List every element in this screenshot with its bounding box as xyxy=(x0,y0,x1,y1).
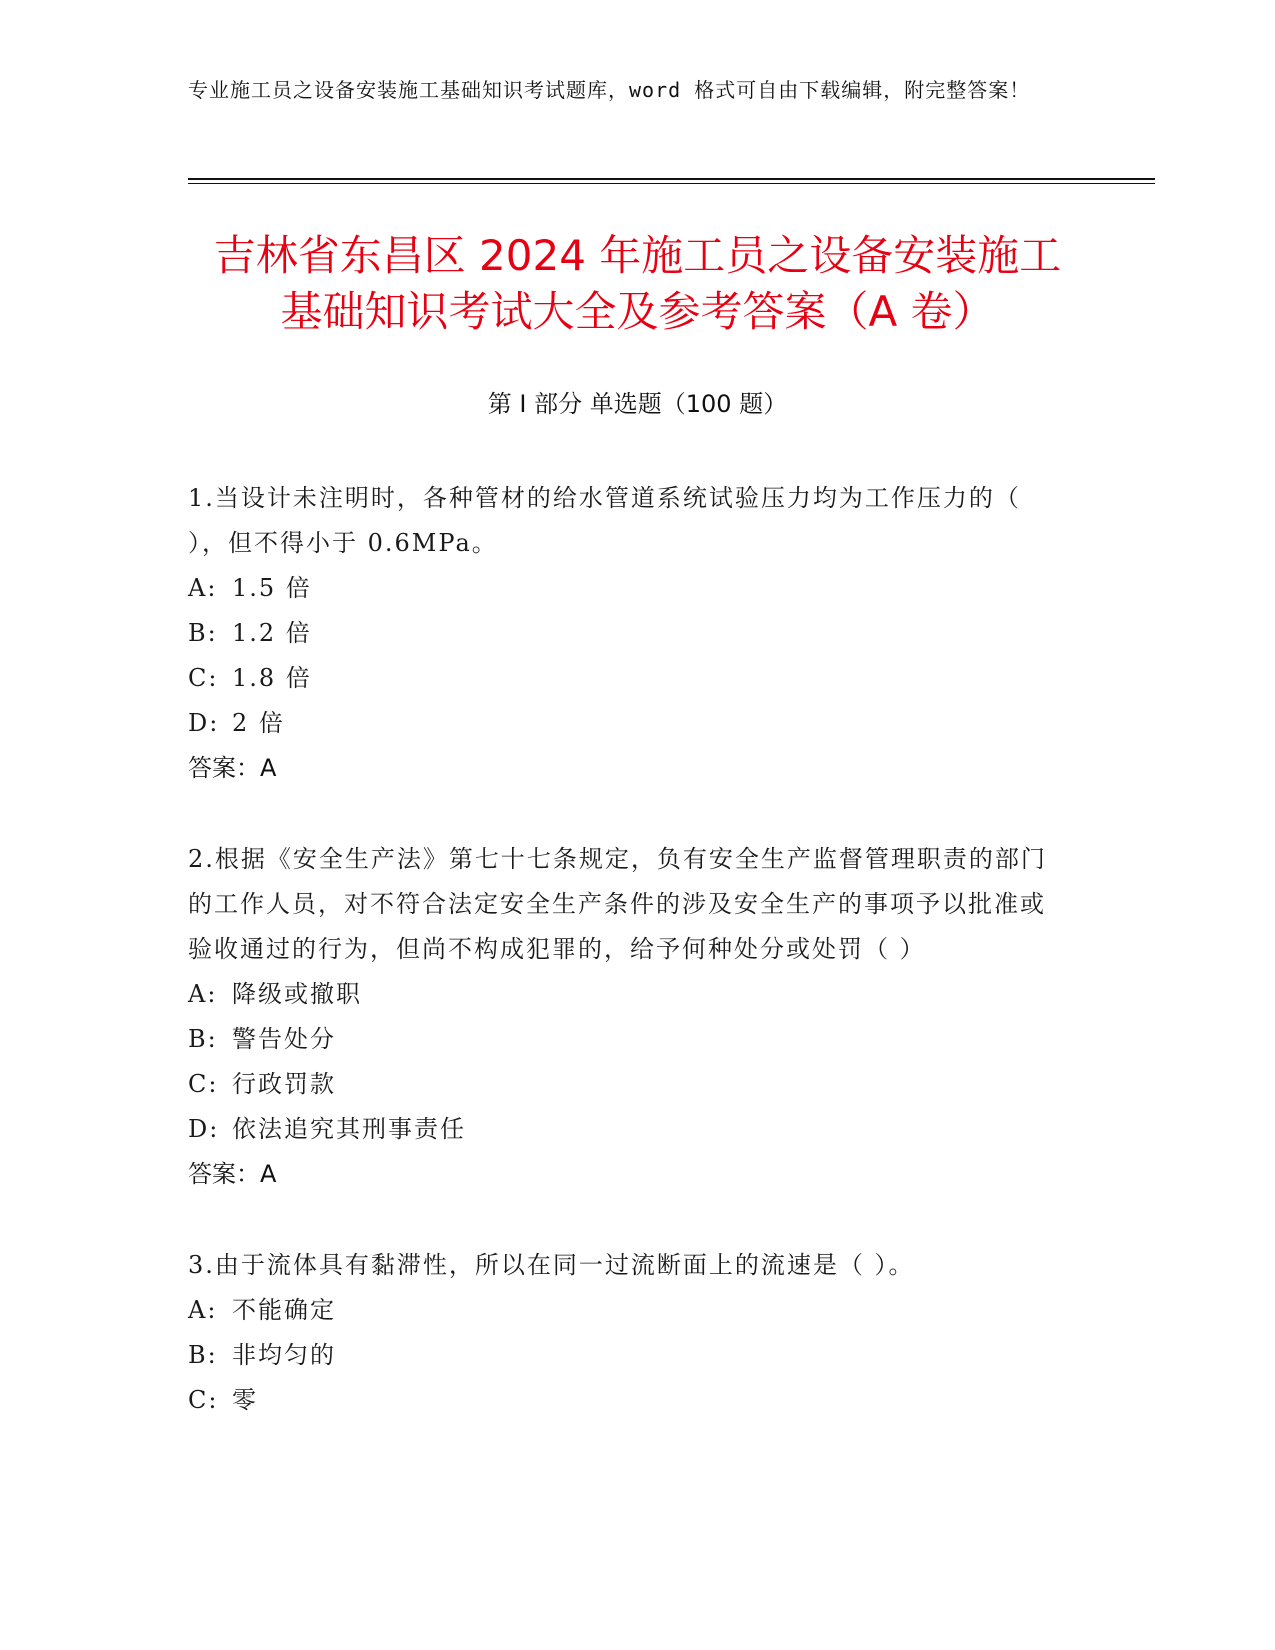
answer-line xyxy=(188,1152,1068,1197)
header-note: 专业施工员之设备安装施工基础知识考试题库，word 格式可自由下载编辑，附完整答案！ xyxy=(188,78,1031,102)
header-divider-thick xyxy=(188,178,1155,180)
option-b xyxy=(188,611,1068,656)
question-stem: 3.由于流体具有黏滞性，所以在同一过流断面上的流速是（ ）。 xyxy=(188,1251,915,1279)
option-text: 1.8 倍 xyxy=(232,664,312,692)
option-letter: C: xyxy=(188,664,219,692)
option-c xyxy=(188,656,1068,701)
option-text: 依法追究其刑事责任 xyxy=(232,1115,466,1143)
option-letter: B: xyxy=(188,1025,218,1053)
option-letter: D: xyxy=(188,1115,220,1143)
option-c xyxy=(188,1062,1068,1107)
answer-label: 答案： xyxy=(188,1160,260,1188)
header-divider-thin xyxy=(188,183,1155,184)
question-stem: 2.根据《安全生产法》第七十七条规定，负有安全生产监督管理职责的部门的工作人员，对不符合法定安全生产条件的涉及安全生产的事项予以批准或验收通过的行为，但尚不构成犯罪的，给予何种处分或处罚（ ） xyxy=(188,845,1047,963)
option-letter: A: xyxy=(188,1296,218,1324)
option-text: 1.5 倍 xyxy=(232,574,312,602)
option-b xyxy=(188,1333,1068,1378)
question-2 xyxy=(188,837,1068,1197)
question-list xyxy=(188,476,1068,1469)
question-1 xyxy=(188,476,1068,791)
option-a xyxy=(188,1288,1068,1333)
answer-label: 答案： xyxy=(188,754,260,782)
option-letter: C: xyxy=(188,1070,219,1098)
option-text: 2 倍 xyxy=(232,709,285,737)
answer-line xyxy=(188,746,1068,791)
option-text: 不能确定 xyxy=(232,1296,336,1324)
option-text: 警告处分 xyxy=(232,1025,336,1053)
option-d xyxy=(188,1107,1068,1152)
option-text: 降级或撤职 xyxy=(232,980,362,1008)
option-d xyxy=(188,701,1068,746)
answer-value: A xyxy=(260,754,277,782)
document-title-line-1: 吉林省东昌区 2024 年施工员之设备安装施工 xyxy=(213,231,1062,280)
question-stem: 1.当设计未注明时，各种管材的给水管道系统试验压力均为工作压力的（ ），但不得小于 0.6MPa。 xyxy=(188,484,1021,557)
question-3 xyxy=(188,1243,1068,1423)
option-b xyxy=(188,1017,1068,1062)
option-a xyxy=(188,972,1068,1017)
section-heading: 第 I 部分 单选题（100 题） xyxy=(487,390,788,418)
document-title-line-2: 基础知识考试大全及参考答案（A 卷） xyxy=(280,287,995,336)
option-letter: B: xyxy=(188,1341,218,1369)
option-text: 行政罚款 xyxy=(232,1070,336,1098)
option-text: 零 xyxy=(232,1386,258,1414)
document-title xyxy=(150,228,1125,340)
option-letter: C: xyxy=(188,1386,219,1414)
option-letter: A: xyxy=(188,980,218,1008)
option-letter: D: xyxy=(188,709,220,737)
option-text: 1.2 倍 xyxy=(232,619,312,647)
option-text: 非均匀的 xyxy=(232,1341,336,1369)
option-letter: B: xyxy=(188,619,218,647)
option-a xyxy=(188,566,1068,611)
answer-value: A xyxy=(260,1160,277,1188)
option-c xyxy=(188,1378,1068,1423)
option-letter: A: xyxy=(188,574,218,602)
